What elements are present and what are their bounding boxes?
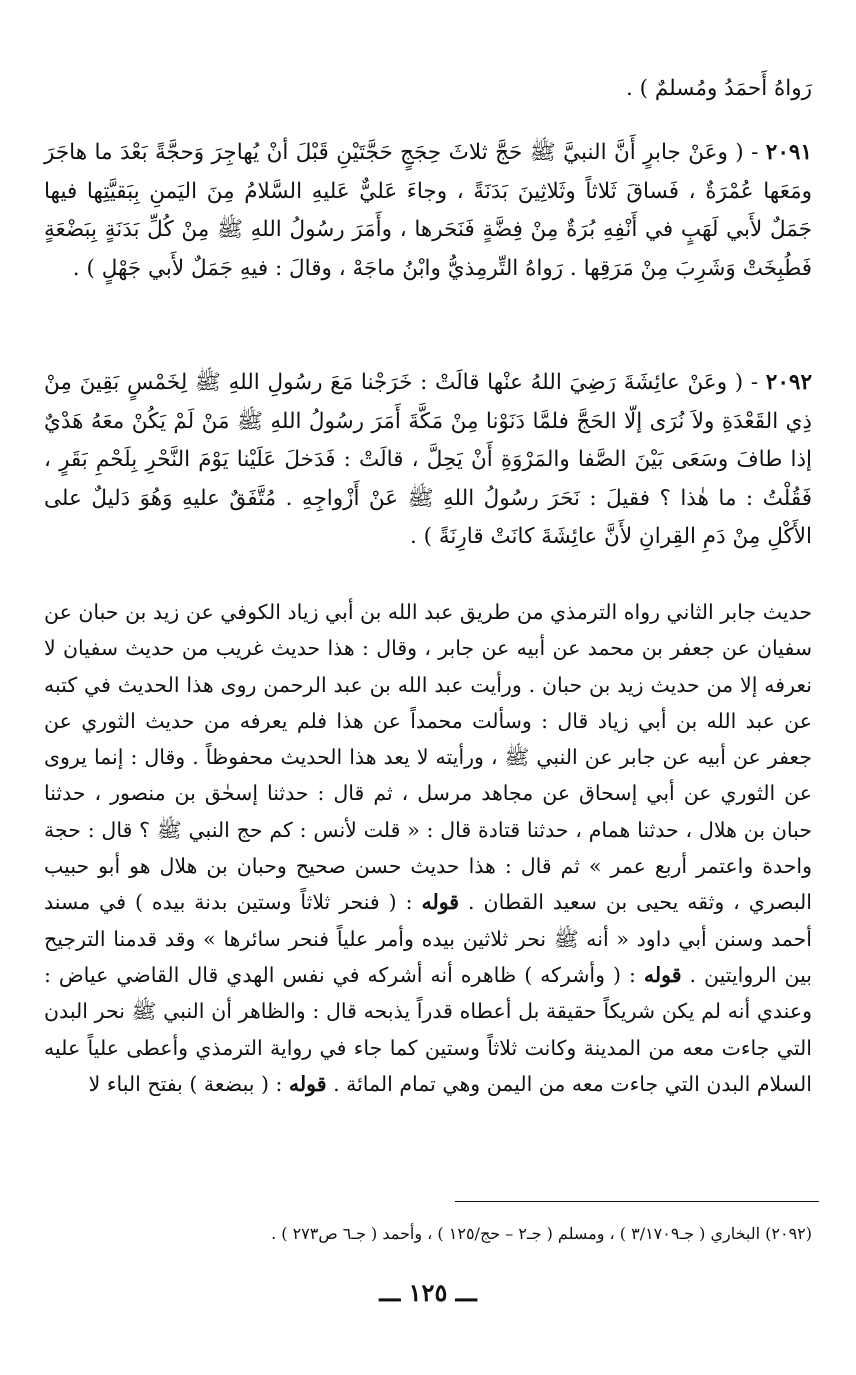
hadith-2091 <box>44 134 812 288</box>
page-number-text: ـــ ١٢٥ ـــ <box>379 1278 477 1307</box>
footnote <box>150 1220 812 1248</box>
keyword-qawluh: قوله <box>288 1071 327 1096</box>
commentary-text: حديث جابر الثاني رواه الترمذي من طريق عبد الله بن أبي زياد الكوفي عن زيد بن حبان عن سفيان عن جعفر بن محمد عن أبيه عن جابر ، وقال : هذا حديث غريب من حديث سفيان لا نعرفه إلا من حديث زيد بن حبان . ورأيت عبد الله بن عبد الرحمن روى هذا الحديث في كتبه عن عبد الله بن أبي زياد قال : وسألت محمداً عن هذا فلم يعرفه من حديث الثوري عن جعفر عن أبيه عن جابر عن النبي ﷺ ، ورأيته لا يعد هذا الحديث محفوظاً . وقال : إنما يروى عن الثوري عن أبي إسحاق عن مجاهد مرسل ، ثم قال : حدثنا إسحٰق بن منصور ، حدثنا حبان بن هلال ، حدثنا همام ، حدثنا قتادة قال : « قلت لأنس : كم حج النبي ﷺ ؟ قال : حجة واحدة واعتمر أربع عمر » ثم قال : هذا حديث حسن صحيح وحبان بن هلال هو أبو حبيب البصري ، وثقه يحيى بن سعيد القطان . <box>44 600 812 915</box>
hadith-2092 <box>44 364 812 557</box>
keyword-qawluh: قوله <box>643 962 682 987</box>
hadith-number: ٢٠٩١ <box>765 140 812 165</box>
keyword-qawluh: قوله <box>421 890 460 915</box>
hadith-number: ٢٠٩٢ <box>765 370 812 395</box>
footnote-text: (٢٠٩٢) البخاري ( جـ٣/١٧٠٩ ) ، ومسلم ( جـ٢ – حج/١٢٥ ) ، وأحمد ( جـ٦ ص٢٧٣ ) . <box>271 1224 812 1243</box>
top-line <box>44 70 812 109</box>
top-line-text: رَواهُ أَحمَدُ ومُسلمٌ ) . <box>625 76 812 101</box>
hadith-text: - ( وعَنْ جابرٍ أَنَّ النبيَّ ﷺ حَجَّ ثلاثَ حِجَجٍ حَجَّتَيْنِ قَبْلَ أنْ يُهاجِرَ وَحجَّةً بَعْدَ ما هاجَرَ ومَعَها عُمْرَةٌ ، فَساقَ ثَلاثاً وثَلاثِينَ بَدَنَةً ، وجاءَ عَليٌّ عَليهِ السَّلامُ مِنَ اليَمنِ بِبَقيَّتِها فيها جَمَلٌ لأَبي لَهَبٍ في أَنْفِهِ بُرَةٌ مِنْ فِضَّةٍ فَنَحَرها ، وأَمَرَ رسُولُ اللهِ ﷺ مِنْ كُلِّ بَدَنَةٍ بِبَضْعَةٍ فَطُبِخَتْ وَشَرِبَ مِنْ مَرَقِها . رَواهُ التِّرمِذيُّ وابْنُ ماجَهْ ، وقالَ : فيهِ جَمَلٌ لأَبي جَهْلٍ ) . <box>44 140 812 281</box>
footnote-divider <box>455 1201 819 1202</box>
hadith-text: - ( وعَنْ عائِشَةَ رَضِيَ اللهُ عنْها قالَتْ : خَرَجْنا مَعَ رسُولِ اللهِ ﷺ لِخَمْسٍ بَقِينَ مِنْ ذِي القَعْدَةِ ولاَ نُرَى إلّا الحَجَّ فلمَّا دَنَوْنا مِنْ مَكَّةَ أَمَرَ رسُولُ اللهِ ﷺ مَنْ لَمْ يَكُنْ معَهُ هَدْيٌ إذا طافَ وسَعَى بَيْنَ الصَّفا والمَرْوَةِ أَنْ يَحِلَّ ، قالَتْ : فَدَخلَ عَلَيْنا يَوْمَ النَّحْرِ بِلَحْمِ بَقَرٍ ، فَقُلْتُ : ما هٰذا ؟ فقيلَ : نَحَرَ رسُولُ اللهِ ﷺ عَنْ أَزْواجِهِ . مُتَّفَقٌ عليهِ وَهُوَ دَليلٌ على الأَكْلِ مِنْ دَمِ القِرانِ لأَنَّ عائِشَةَ كانَتْ قارِنَةً ) . <box>44 370 812 550</box>
page-number <box>0 1278 856 1307</box>
commentary-text: : ( وأشركه ) ظاهره أنه أشركه في نفس الهدي قال القاضي عياض : وعندي أنه لم يكن شريكاً حقيقة بل أعطاه قدراً يذبحه قال : والظاهر أن النبي ﷺ نحر البدن التي جاءت معه من المدينة وكانت ثلاثاً وستين كما جاء في رواية الترمذي وأعطى علياً عليه السلام البدن التي جاءت معه من اليمن وهي تمام المائة . <box>44 962 812 1096</box>
commentary <box>44 594 812 1102</box>
commentary-text: : ( ببضعة ) بفتح الباء لا <box>88 1071 289 1096</box>
commentary-text: : ( فنحر ثلاثاً وستين بدنة بيده ) في مسند أحمد وسنن أبي داود « أنه ﷺ نحر ثلاثين بيده وأمر علياً فنحر سائرها » وقد قدمنا الترجيح بين الروايتين . <box>44 890 813 987</box>
